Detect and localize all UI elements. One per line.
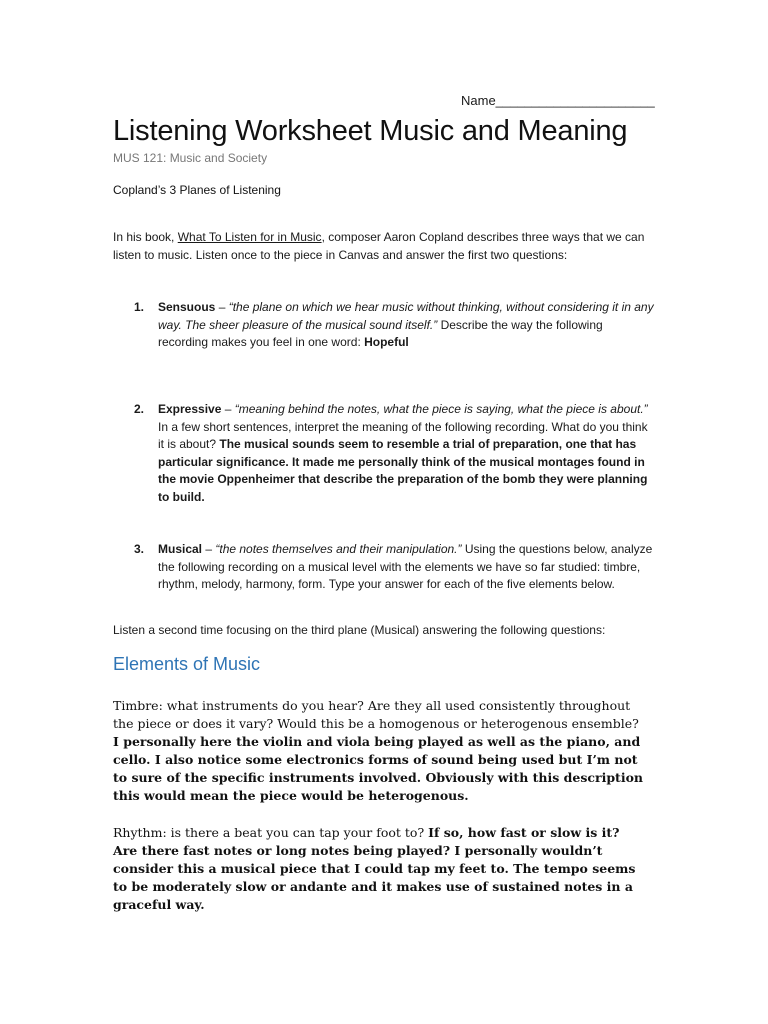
section-heading: Copland’s 3 Planes of Listening xyxy=(113,183,281,197)
intro-paragraph xyxy=(113,229,658,264)
question-term: Sensuous xyxy=(158,300,216,314)
question-musical xyxy=(134,541,654,594)
question-prompt: Describe the way the following recording makes you feel in one word: xyxy=(158,317,603,349)
timbre-paragraph xyxy=(113,697,645,805)
elements-heading: Elements of Music xyxy=(113,654,261,674)
question-quote: “meaning behind the notes, what the piece is saying, what the piece is about.” xyxy=(234,402,648,416)
course-subtitle: MUS 121: Music and Society xyxy=(113,151,268,165)
question-quote: “the notes themselves and their manipulation.” xyxy=(215,542,462,556)
question-number: 3. xyxy=(134,542,145,556)
question-sensuous xyxy=(134,299,654,352)
question-dash: – xyxy=(221,402,235,416)
book-title: What To Listen for in Music xyxy=(177,230,322,244)
second-listening-instruction: Listen a second time focusing on the third plane (Musical) answering the following questions: xyxy=(113,623,606,637)
page-title: Listening Worksheet Music and Meaning xyxy=(113,115,628,147)
question-term: Musical xyxy=(158,542,203,556)
question-expressive xyxy=(134,401,654,506)
rhythm-paragraph xyxy=(113,824,645,914)
question-quote: “the plane on which we hear music without thinking, without considering it in any way. The sheer pleasure of the musical sound itself.” xyxy=(158,300,654,332)
question-number: 1. xyxy=(134,300,145,314)
question-number: 2. xyxy=(134,402,145,416)
timbre-answer: I personally here the violin and viola being played as well as the piano, and cello. I also notice some electronics forms of sound being used but I’m not to sure of the specific instruments involved. Obviously with this description this would mean the piece would be heterogenous. xyxy=(113,734,644,803)
question-answer: Hopeful xyxy=(364,335,409,349)
question-prompt: Using the questions below, analyze the following recording on a musical level with the elements we have so far studied: timbre, rhythm, melody, harmony, form. Type your answer for each of the five elements below. xyxy=(158,542,653,591)
name-field: Name______________________ xyxy=(461,93,655,108)
intro-prefix: In his book, xyxy=(113,230,178,244)
intro-suffix: , composer Aaron Copland describes three ways that we can listen to music. Listen once to the piece in Canvas and answer the first two questions: xyxy=(113,230,645,262)
question-answer: The musical sounds seem to resemble a trial of preparation, one that has particular significance. It made me personally think of the musical montages found in the movie Oppenheimer that describe the preparation of the bomb they were planning to build. xyxy=(158,437,648,504)
question-term: Expressive xyxy=(158,402,222,416)
question-dash: – xyxy=(202,542,216,556)
rhythm-question: Rhythm: is there a beat you can tap your foot to? xyxy=(113,825,429,840)
timbre-question: Timbre: what instruments do you hear? Are they all used consistently throughout the piece or does it vary? Would this be a homogenous or heterogenous ensemble? xyxy=(113,698,639,731)
question-prompt: In a few short sentences, interpret the meaning of the following recording. What do you think it is about? xyxy=(158,419,648,451)
rhythm-answer: If so, how fast or slow is it? Are there fast notes or long notes being played? I personally wouldn’t consider this a musical piece that I could tap my feet to. The tempo seems to be moderately slow or andante and it makes use of sustained notes in a graceful way. xyxy=(113,825,636,912)
question-dash: – xyxy=(215,300,229,314)
